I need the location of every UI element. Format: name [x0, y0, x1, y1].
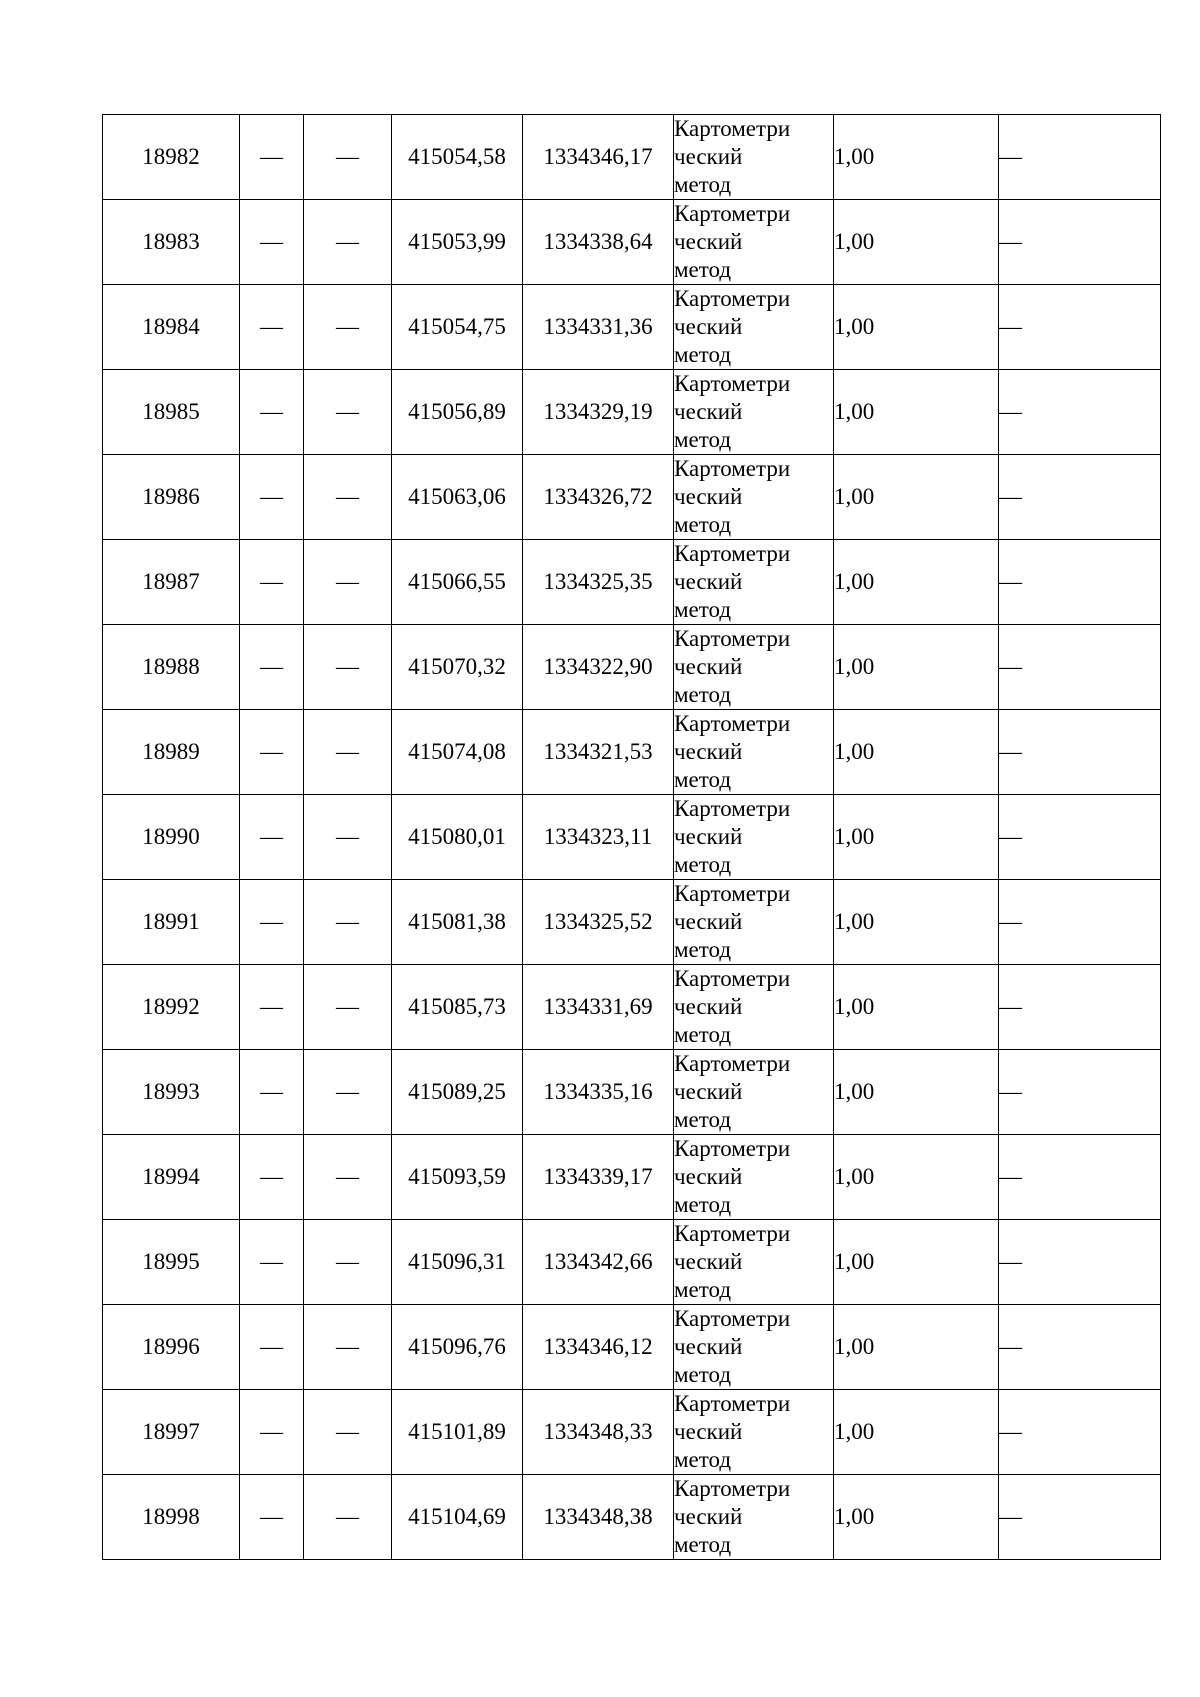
y-coordinate-cell: 1334342,66 — [523, 1220, 674, 1305]
method-line: метод — [674, 1022, 732, 1047]
method-cell — [674, 710, 834, 795]
method-line: Картометри — [674, 286, 791, 311]
y-coordinate-cell: 1334335,16 — [523, 1050, 674, 1135]
empty-value-cell: — — [240, 1475, 304, 1560]
empty-value-cell: — — [240, 1050, 304, 1135]
empty-value-cell: — — [999, 115, 1161, 200]
empty-value-cell: — — [240, 795, 304, 880]
method-line: Картометри — [674, 711, 791, 736]
y-coordinate-cell: 1334322,90 — [523, 625, 674, 710]
point-number-cell: 18987 — [103, 540, 240, 625]
method-line: метод — [674, 1192, 732, 1217]
method-line: Картометри — [674, 1391, 791, 1416]
method-line: ческий — [674, 1504, 743, 1529]
empty-value-cell: — — [304, 1135, 392, 1220]
empty-value-cell: — — [240, 880, 304, 965]
point-number-cell: 18995 — [103, 1220, 240, 1305]
method-cell — [674, 285, 834, 370]
method-line: Картометри — [674, 1221, 791, 1246]
y-coordinate-cell: 1334346,17 — [523, 115, 674, 200]
method-line: ческий — [674, 1334, 743, 1359]
empty-value-cell: — — [240, 710, 304, 795]
empty-value-cell: — — [304, 1220, 392, 1305]
method-line: ческий — [674, 144, 743, 169]
method-line: Картометри — [674, 1051, 791, 1076]
y-coordinate-cell: 1334326,72 — [523, 455, 674, 540]
point-number-cell: 18982 — [103, 115, 240, 200]
table-row — [103, 1390, 1161, 1475]
empty-value-cell: — — [240, 455, 304, 540]
accuracy-cell: 1,00 — [834, 285, 999, 370]
accuracy-cell: 1,00 — [834, 1050, 999, 1135]
point-number-cell: 18996 — [103, 1305, 240, 1390]
y-coordinate-cell: 1334321,53 — [523, 710, 674, 795]
table-row — [103, 1050, 1161, 1135]
method-line: метод — [674, 1277, 732, 1302]
method-line: метод — [674, 1362, 732, 1387]
method-cell — [674, 115, 834, 200]
point-number-cell: 18984 — [103, 285, 240, 370]
empty-value-cell: — — [240, 1220, 304, 1305]
accuracy-cell: 1,00 — [834, 1390, 999, 1475]
point-number-cell: 18992 — [103, 965, 240, 1050]
method-line: ческий — [674, 909, 743, 934]
empty-value-cell: — — [304, 1050, 392, 1135]
point-number-cell: 18985 — [103, 370, 240, 455]
x-coordinate-cell: 415063,06 — [392, 455, 523, 540]
empty-value-cell: — — [999, 795, 1161, 880]
x-coordinate-cell: 415096,76 — [392, 1305, 523, 1390]
y-coordinate-cell: 1334339,17 — [523, 1135, 674, 1220]
table-row — [103, 795, 1161, 880]
y-coordinate-cell: 1334331,36 — [523, 285, 674, 370]
method-line: ческий — [674, 994, 743, 1019]
empty-value-cell: — — [304, 625, 392, 710]
x-coordinate-cell: 415070,32 — [392, 625, 523, 710]
method-line: метод — [674, 682, 732, 707]
empty-value-cell: — — [304, 965, 392, 1050]
method-line: ческий — [674, 1249, 743, 1274]
table-row — [103, 1475, 1161, 1560]
accuracy-cell: 1,00 — [834, 795, 999, 880]
empty-value-cell: — — [999, 625, 1161, 710]
point-number-cell: 18998 — [103, 1475, 240, 1560]
empty-value-cell: — — [999, 1135, 1161, 1220]
empty-value-cell: — — [999, 1305, 1161, 1390]
x-coordinate-cell: 415074,08 — [392, 710, 523, 795]
point-number-cell: 18988 — [103, 625, 240, 710]
accuracy-cell: 1,00 — [834, 965, 999, 1050]
method-line: Картометри — [674, 1136, 791, 1161]
empty-value-cell: — — [304, 1305, 392, 1390]
empty-value-cell: — — [304, 795, 392, 880]
method-line: ческий — [674, 314, 743, 339]
empty-value-cell: — — [304, 115, 392, 200]
method-line: ческий — [674, 824, 743, 849]
y-coordinate-cell: 1334348,38 — [523, 1475, 674, 1560]
method-line: Картометри — [674, 796, 791, 821]
method-line: метод — [674, 427, 732, 452]
empty-value-cell: — — [999, 540, 1161, 625]
point-number-cell: 18983 — [103, 200, 240, 285]
x-coordinate-cell: 415096,31 — [392, 1220, 523, 1305]
table-row — [103, 1305, 1161, 1390]
method-line: метод — [674, 1107, 732, 1132]
method-line: метод — [674, 172, 732, 197]
empty-value-cell: — — [240, 965, 304, 1050]
x-coordinate-cell: 415104,69 — [392, 1475, 523, 1560]
accuracy-cell: 1,00 — [834, 880, 999, 965]
empty-value-cell: — — [999, 965, 1161, 1050]
x-coordinate-cell: 415056,89 — [392, 370, 523, 455]
empty-value-cell: — — [304, 370, 392, 455]
method-line: Картометри — [674, 626, 791, 651]
method-line: Картометри — [674, 881, 791, 906]
method-cell — [674, 1390, 834, 1475]
x-coordinate-cell: 415085,73 — [392, 965, 523, 1050]
method-cell — [674, 1220, 834, 1305]
method-cell — [674, 455, 834, 540]
accuracy-cell: 1,00 — [834, 1305, 999, 1390]
point-number-cell: 18994 — [103, 1135, 240, 1220]
accuracy-cell: 1,00 — [834, 115, 999, 200]
point-number-cell: 18997 — [103, 1390, 240, 1475]
y-coordinate-cell: 1334325,52 — [523, 880, 674, 965]
method-line: метод — [674, 1447, 732, 1472]
table-row — [103, 455, 1161, 540]
x-coordinate-cell: 415053,99 — [392, 200, 523, 285]
method-line: метод — [674, 937, 732, 962]
empty-value-cell: — — [304, 285, 392, 370]
empty-value-cell: — — [999, 880, 1161, 965]
x-coordinate-cell: 415101,89 — [392, 1390, 523, 1475]
method-line: Картометри — [674, 456, 791, 481]
method-cell — [674, 795, 834, 880]
point-number-cell: 18990 — [103, 795, 240, 880]
accuracy-cell: 1,00 — [834, 1135, 999, 1220]
x-coordinate-cell: 415066,55 — [392, 540, 523, 625]
empty-value-cell: — — [999, 710, 1161, 795]
method-cell — [674, 1305, 834, 1390]
table-row — [103, 625, 1161, 710]
method-line: метод — [674, 597, 732, 622]
accuracy-cell: 1,00 — [834, 455, 999, 540]
accuracy-cell: 1,00 — [834, 540, 999, 625]
method-cell — [674, 1050, 834, 1135]
accuracy-cell: 1,00 — [834, 370, 999, 455]
empty-value-cell: — — [240, 285, 304, 370]
x-coordinate-cell: 415054,75 — [392, 285, 523, 370]
empty-value-cell: — — [999, 1050, 1161, 1135]
y-coordinate-cell: 1334329,19 — [523, 370, 674, 455]
empty-value-cell: — — [304, 1475, 392, 1560]
method-line: метод — [674, 342, 732, 367]
empty-value-cell: — — [240, 1135, 304, 1220]
method-line: метод — [674, 852, 732, 877]
y-coordinate-cell: 1334331,69 — [523, 965, 674, 1050]
method-line: метод — [674, 257, 732, 282]
empty-value-cell: — — [999, 285, 1161, 370]
method-line: Картометри — [674, 201, 791, 226]
method-line: Картометри — [674, 1306, 791, 1331]
x-coordinate-cell: 415089,25 — [392, 1050, 523, 1135]
empty-value-cell: — — [240, 200, 304, 285]
accuracy-cell: 1,00 — [834, 200, 999, 285]
empty-value-cell: — — [999, 1220, 1161, 1305]
method-cell — [674, 540, 834, 625]
point-number-cell: 18993 — [103, 1050, 240, 1135]
y-coordinate-cell: 1334323,11 — [523, 795, 674, 880]
empty-value-cell: — — [240, 1305, 304, 1390]
empty-value-cell: — — [240, 625, 304, 710]
table-body — [103, 115, 1161, 1560]
x-coordinate-cell: 415093,59 — [392, 1135, 523, 1220]
method-line: Картометри — [674, 371, 791, 396]
method-line: ческий — [674, 739, 743, 764]
method-cell — [674, 370, 834, 455]
empty-value-cell: — — [240, 1390, 304, 1475]
method-cell — [674, 880, 834, 965]
y-coordinate-cell: 1334325,35 — [523, 540, 674, 625]
accuracy-cell: 1,00 — [834, 1475, 999, 1560]
method-line: метод — [674, 512, 732, 537]
empty-value-cell: — — [304, 540, 392, 625]
method-cell — [674, 200, 834, 285]
empty-value-cell: — — [999, 370, 1161, 455]
x-coordinate-cell: 415054,58 — [392, 115, 523, 200]
table-row — [103, 285, 1161, 370]
method-line: ческий — [674, 1079, 743, 1104]
coordinates-table — [102, 114, 1161, 1560]
y-coordinate-cell: 1334348,33 — [523, 1390, 674, 1475]
method-line: ческий — [674, 484, 743, 509]
empty-value-cell: — — [304, 710, 392, 795]
accuracy-cell: 1,00 — [834, 710, 999, 795]
x-coordinate-cell: 415081,38 — [392, 880, 523, 965]
method-line: ческий — [674, 1164, 743, 1189]
empty-value-cell: — — [240, 540, 304, 625]
table-row — [103, 710, 1161, 795]
method-cell — [674, 965, 834, 1050]
accuracy-cell: 1,00 — [834, 1220, 999, 1305]
method-line: ческий — [674, 569, 743, 594]
accuracy-cell: 1,00 — [834, 625, 999, 710]
empty-value-cell: — — [304, 455, 392, 540]
y-coordinate-cell: 1334346,12 — [523, 1305, 674, 1390]
empty-value-cell: — — [999, 455, 1161, 540]
method-cell — [674, 1135, 834, 1220]
method-line: метод — [674, 1532, 732, 1557]
method-line: Картометри — [674, 1476, 791, 1501]
method-cell — [674, 1475, 834, 1560]
point-number-cell: 18991 — [103, 880, 240, 965]
table-row — [103, 370, 1161, 455]
method-line: Картометри — [674, 541, 791, 566]
empty-value-cell: — — [999, 1390, 1161, 1475]
method-line: ческий — [674, 229, 743, 254]
method-line: Картометри — [674, 966, 791, 991]
table-row — [103, 1135, 1161, 1220]
y-coordinate-cell: 1334338,64 — [523, 200, 674, 285]
method-line: ческий — [674, 654, 743, 679]
method-line: ческий — [674, 1419, 743, 1444]
x-coordinate-cell: 415080,01 — [392, 795, 523, 880]
empty-value-cell: — — [999, 200, 1161, 285]
empty-value-cell: — — [240, 115, 304, 200]
method-line: метод — [674, 767, 732, 792]
empty-value-cell: — — [304, 1390, 392, 1475]
point-number-cell: 18986 — [103, 455, 240, 540]
table-row — [103, 115, 1161, 200]
point-number-cell: 18989 — [103, 710, 240, 795]
empty-value-cell: — — [240, 370, 304, 455]
method-cell — [674, 625, 834, 710]
table-row — [103, 540, 1161, 625]
method-line: Картометри — [674, 116, 791, 141]
empty-value-cell: — — [304, 200, 392, 285]
method-line: ческий — [674, 399, 743, 424]
table-row — [103, 880, 1161, 965]
empty-value-cell: — — [999, 1475, 1161, 1560]
empty-value-cell: — — [304, 880, 392, 965]
table-row — [103, 1220, 1161, 1305]
table-row — [103, 965, 1161, 1050]
table-row — [103, 200, 1161, 285]
